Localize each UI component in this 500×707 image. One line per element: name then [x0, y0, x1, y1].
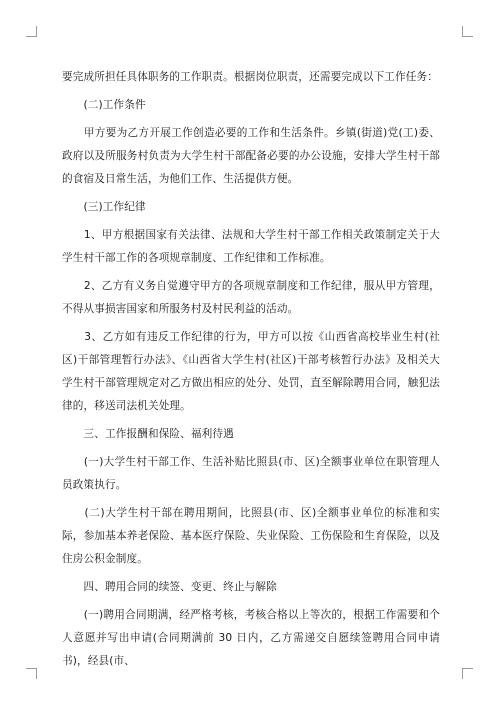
paragraph-contract-renewal: (一)聘用合同期满，经严格考核，考核合格以上等次的，根据工作需要和个人意愿并写出申请(合同期满前 30 日内，乙方需递交自愿续签聘用合同申请书)，经县(市、: [62, 609, 440, 667]
crop-mark-top-right: [462, 26, 473, 37]
document-body: [62, 66, 440, 673]
paragraph-insurance: (二)大学生村干部在聘用期间，比照县(市、区)全额事业单位的标准和实际，参加基本养老保险、基本医疗保险、失业保险、工伤保险和生育保险，以及住房公积金制度。: [62, 507, 440, 565]
paragraph-pay-subsidy: (一)大学生村干部工作、生活补贴比照县(市、区)全额事业单位在职管理人员政策执行。: [62, 456, 440, 491]
crop-mark-bottom-right: [462, 668, 473, 679]
paragraph-discipline-3: 3、乙方如有违反工作纪律的行为，甲方可以按《山西省高校毕业生村(社区)干部管理暂行办法》、《山西省大学生村(社区)干部考核暂行办法》及相关大学生村干部管理规定对乙方做出相应的处分、处罚，直至解除聘用合同，触犯法律的，移送司法机关处理。: [62, 331, 440, 412]
heading-contract-renewal: 四、聘用合同的续签、变更、终止与解除: [62, 581, 277, 593]
crop-mark-top-left: [26, 26, 37, 37]
paragraph-duties-continuation: 要完成所担任具体职务的工作职责。根据岗位职责，还需要完成以下工作任务：: [62, 71, 439, 83]
heading-pay-insurance-benefits: 三、工作报酬和保险、福利待遇: [62, 428, 234, 440]
paragraph-discipline-2: 2、乙方有义务自觉遵守甲方的各项规章制度和工作纪律，服从甲方管理，不得从事损害国家和所服务村及村民利益的活动。: [62, 280, 440, 315]
heading-work-conditions: (二)工作条件: [62, 99, 146, 111]
paragraph-work-conditions: 甲方要为乙方开展工作创造必要的工作和生活条件。乡镇(街道)党(工)委、政府以及所服务村负责为大学生村干部配备必要的办公设施，安排大学生村干部的食宿及日常生活，为他们工作、生活提供方便。: [62, 127, 440, 185]
paragraph-discipline-1: 1、甲方根据国家有关法律、法规和大学生村干部工作相关政策制定关于大学生村干部工作的各项规章制度、工作纪律和工作标准。: [62, 229, 440, 264]
crop-mark-bottom-left: [26, 668, 37, 679]
heading-work-discipline: (三)工作纪律: [62, 201, 146, 213]
